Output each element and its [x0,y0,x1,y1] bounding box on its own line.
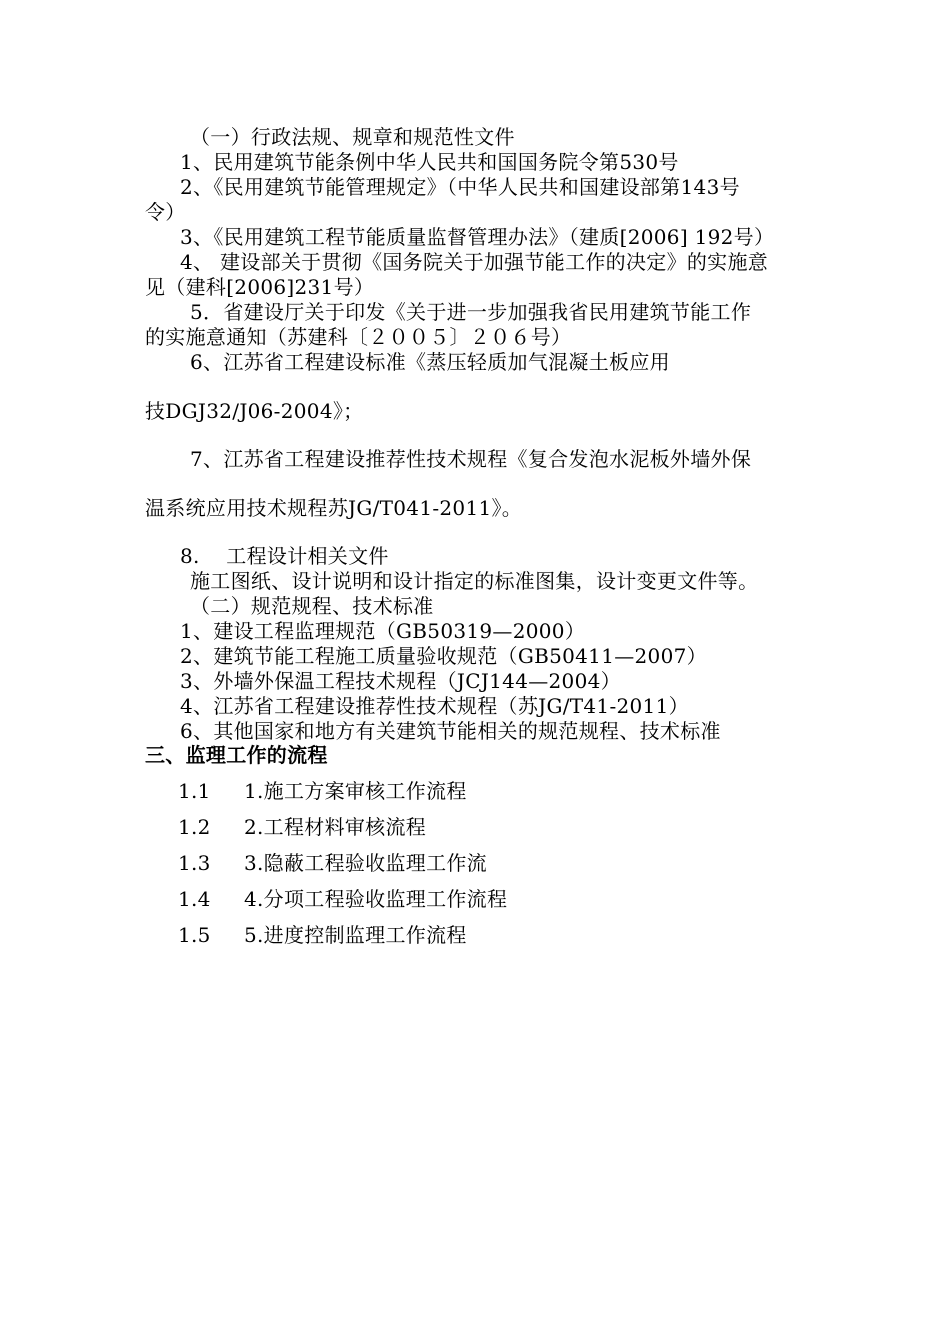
workflow-item-text: 1.施工方案审核工作流程 [244,779,467,803]
regulation-item-7-cont: 温系统应用技术规程苏JG/T041-2011》。 [145,496,523,520]
section-two-heading: （二）规范规程、技术标准 [190,594,434,618]
workflow-item-text: 5.进度控制监理工作流程 [244,923,467,947]
standard-item-4: 4、江苏省工程建设推荐性技术规程（苏JG/T41-2011） [180,694,689,718]
standard-item-6: 6、其他国家和地方有关建筑节能相关的规范规程、技术标准 [180,719,721,743]
regulation-item-3: 3、《民用建筑工程节能质量监督管理办法》（建质[2006] 192号） [180,225,775,249]
regulation-item-7: 7、江苏省工程建设推荐性技术规程《复合发泡水泥板外墙外保 [190,447,752,471]
workflow-item-number: 1.5 [178,923,211,947]
workflow-item-number: 1.3 [178,851,211,875]
standard-item-1: 1、建设工程监理规范（GB50319—2000） [180,619,586,643]
workflow-item-number: 1.2 [178,815,211,839]
regulation-item-6-cont: 技DGJ32/J06-2004》； [145,399,364,423]
design-files-text: 施工图纸、设计说明和设计指定的标准图集，设计变更文件等。 [190,569,759,593]
workflow-item-number: 1.4 [178,887,211,911]
workflow-item-text: 4.分项工程验收监理工作流程 [244,887,508,911]
workflow-item [178,778,467,804]
workflow-item [178,850,487,876]
workflow-item [178,814,426,840]
regulation-item-4-cont: 见（建科[2006]231号） [145,275,375,299]
workflow-item-text: 3.隐蔽工程验收监理工作流 [244,851,487,875]
design-files-heading: 8. 工程设计相关文件 [180,544,389,568]
regulation-item-6: 6、江苏省工程建设标准《蒸压轻质加气混凝土板应用 [190,350,670,374]
regulation-item-5: 5．省建设厅关于印发《关于进一步加强我省民用建筑节能工作 [190,300,752,324]
section-three-heading: 三、监理工作的流程 [145,743,328,767]
regulation-item-4: 4、 建设部关于贯彻《国务院关于加强节能工作的决定》的实施意 [180,250,769,274]
standard-item-3: 3、外墙外保温工程技术规程（JCJ144—2004） [180,669,621,693]
regulation-item-1: 1、民用建筑节能条例中华人民共和国国务院令第530号 [180,150,679,174]
workflow-item-text: 2.工程材料审核流程 [244,815,427,839]
workflow-item [178,922,467,948]
regulation-item-5-cont: 的实施意通知（苏建科〔２００５〕２０６号） [145,325,572,349]
section-one-heading: （一）行政法规、规章和规范性文件 [190,125,515,149]
regulation-item-2: 2、《民用建筑节能管理规定》（中华人民共和国建设部第143号 [180,175,740,199]
standard-item-2: 2、建筑节能工程施工质量验收规范（GB50411—2007） [180,644,707,668]
regulation-item-2-cont: 令） [145,200,186,224]
workflow-item [178,886,507,912]
workflow-item-number: 1.1 [178,779,211,803]
